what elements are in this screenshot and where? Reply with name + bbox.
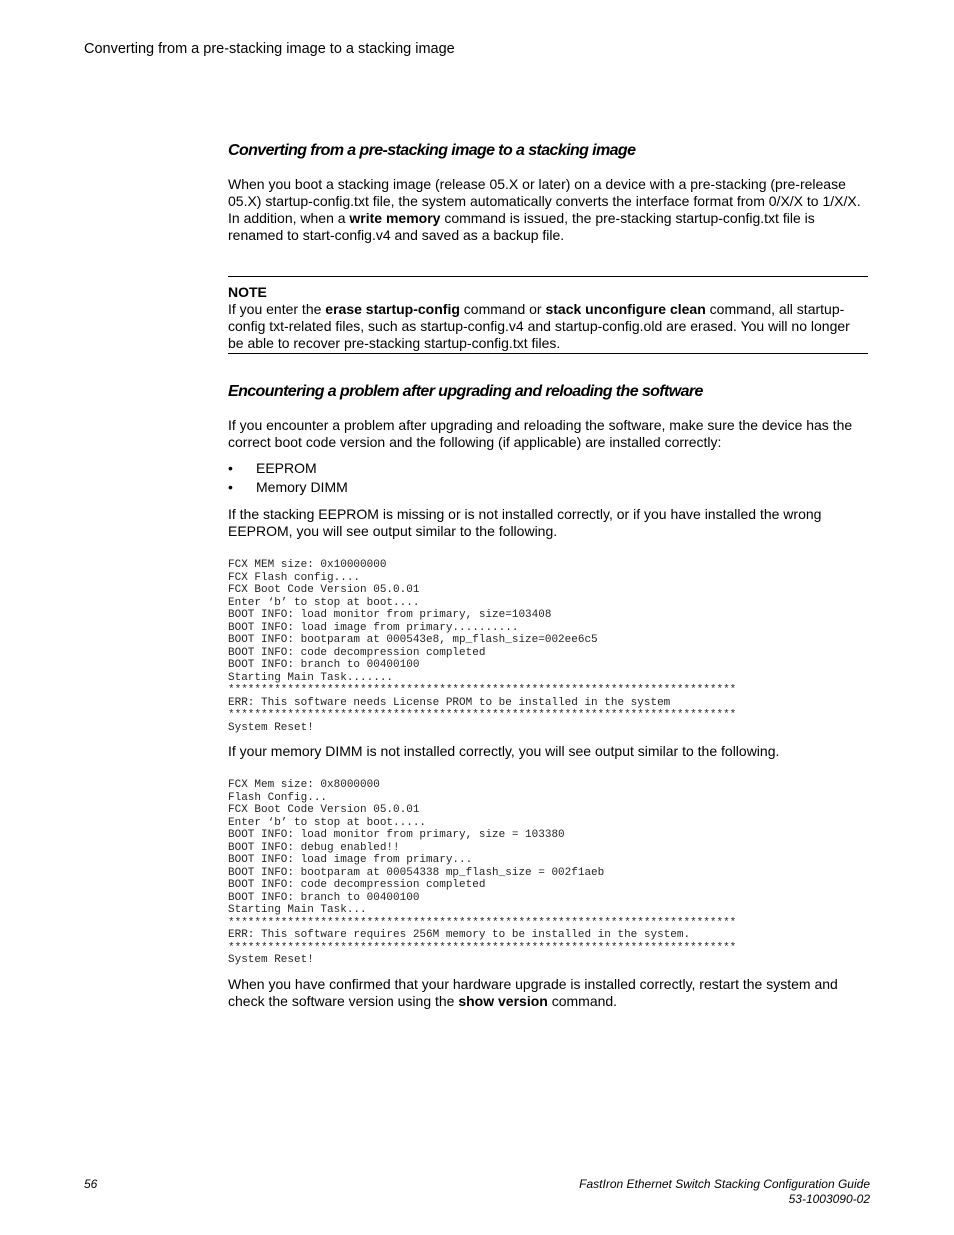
note-box xyxy=(228,276,868,354)
write-memory-command: write memory xyxy=(349,210,441,226)
stack-unconfigure-clean-command: stack unconfigure clean xyxy=(545,301,706,317)
doc-title: FastIron Ethernet Switch Stacking Configuration Guide xyxy=(579,1177,870,1191)
closing-paragraph: When you have confirmed that your hardware upgrade is installed correctly, restart the system and check the software version using the show version command. xyxy=(228,975,838,1009)
dimm-error-output: FCX Mem size: 0x8000000 Flash Config... FCX Boot Code Version 05.0.01 Enter ‘b’ to stop at boot..... BOOT INFO: load monitor from primary, size = 103380 BOOT INFO: debug enabled!! BOOT INFO: load image from primary... BOOT INFO: bootparam at 00054338 mp_flash_size = 002f1aeb BOOT INFO: code decompression completed BOOT INFO: branch to 00400100 Starting Main Task... ***************************************************************************** ERR: This software requires 256M memory to be installed in the system. ***************************************************************************** System Reset! xyxy=(228,779,737,966)
encountering-intro: If you encounter a problem after upgrading and reloading the software, make sure the device has the correct boot code version and the following (if applicable) are installed correctly: xyxy=(228,417,853,450)
note-text: If you enter the erase startup-config command or stack unconfigure clean command, all startup-config txt-related files, such as startup-config.v4 and startup-config.old are erased. You will no longer be able to recover pre-stacking startup-config.txt files. xyxy=(228,301,850,351)
converting-paragraph: When you boot a stacking image (release 05.X or later) on a device with a pre-stacking (pre-release 05.X) startup-config.txt file, the system automatically converts the interface format from 0/X/X to 1/X/X. In addition, when a write memory command is issued, the pre-stacking startup-config.txt file is renamed to start-config.v4 and saved as a backup file. xyxy=(228,176,861,243)
dimm-intro: If your memory DIMM is not installed correctly, you will see output similar to the following. xyxy=(228,743,780,759)
bullet-glyph: • xyxy=(228,460,233,476)
show-version-command: show version xyxy=(458,992,548,1009)
note-label: NOTE xyxy=(228,284,267,300)
page-content xyxy=(228,140,868,1010)
running-header: Converting from a pre-stacking image to a stacking image xyxy=(84,41,455,57)
eeprom-intro: If the stacking EEPROM is missing or is not installed correctly, or if you have installed the wrong EEPROM, you will see output similar to the following. xyxy=(228,506,822,539)
list-item: • EEPROM xyxy=(228,460,317,476)
eeprom-error-output: FCX MEM size: 0x10000000 FCX Flash config.... FCX Boot Code Version 05.0.01 Enter ‘b’ to stop at boot.... BOOT INFO: load monitor from primary, size=103408 BOOT INFO: load image from primary.......... BOOT INFO: bootparam at 000543e8, mp_flash_size=002ee6c5 BOOT INFO: code decompression completed BOOT INFO: branch to 00400100 Starting Main Task....... ***************************************************************************** ERR: This software needs License PROM to be installed in the system ***************************************************************************** System Reset! xyxy=(228,559,737,734)
page-number: 56 xyxy=(84,1177,98,1191)
component-list xyxy=(228,460,868,496)
erase-startup-config-command: erase startup-config xyxy=(325,301,460,317)
section-heading-converting: Converting from a pre-stacking image to a stacking image xyxy=(228,142,636,159)
footer-doc-info xyxy=(579,1177,870,1207)
doc-number: 53-1003090-02 xyxy=(788,1192,870,1206)
bullet-glyph: • xyxy=(228,479,233,495)
list-item: • Memory DIMM xyxy=(228,479,348,495)
section-heading-encountering: Encountering a problem after upgrading and reloading the software xyxy=(228,383,703,400)
